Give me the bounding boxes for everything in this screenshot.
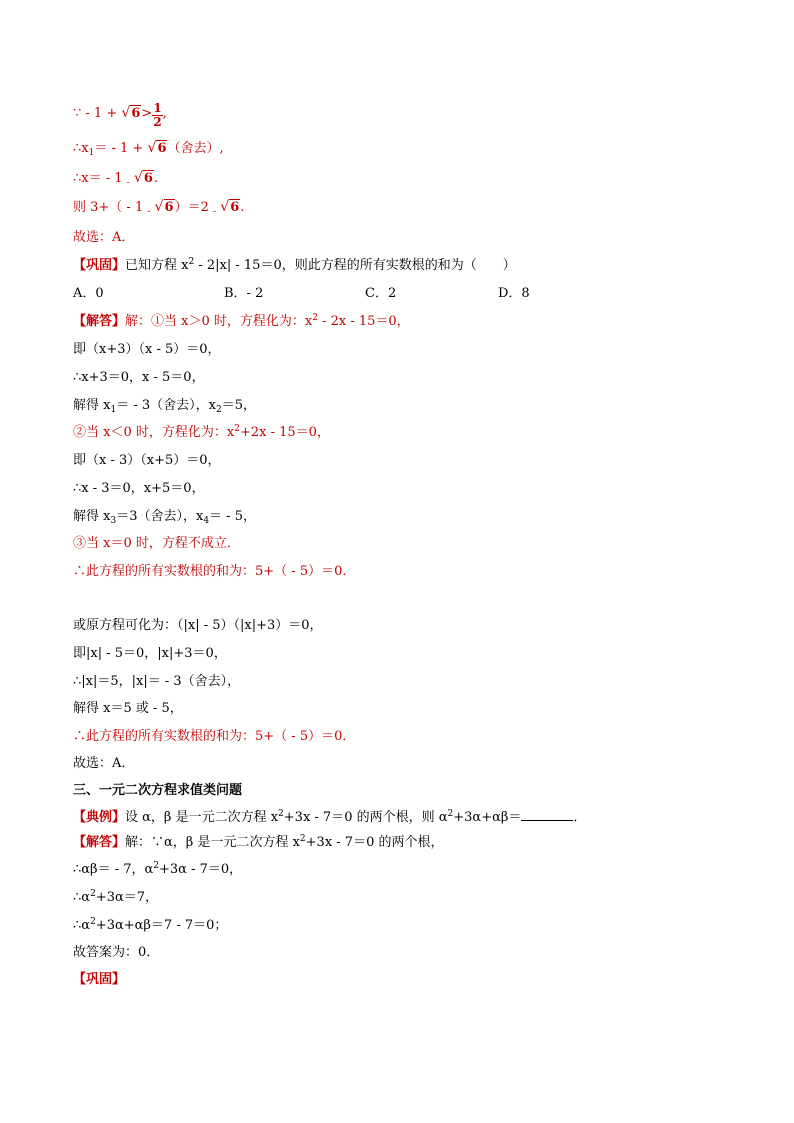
option-d: D．8 — [498, 286, 530, 301]
line-11: 解得 $x_1= - 3$（舍去），$x_2=5$， — [73, 398, 256, 415]
line-25-example: 【典例】设 α，β 是一元二次方程 $x^2+3x - 7=0$ 的两个根，则 $\alpha^2+3\alpha+\alpha\beta=$ ． — [73, 809, 587, 825]
line-31-consolidate: 【巩固】 — [73, 972, 126, 987]
line-20: ∴|x|＝5，|x|＝ - 3（舍去）， — [73, 674, 241, 689]
line-21: 解得 x＝5 或 - 5， — [73, 701, 183, 716]
line-4: 则 3+（ - 1 $_-$ √ 6）＝2 $_-$ √ 6. — [73, 199, 244, 217]
line-3: ∴x＝ - 1 $_-$ √ 6. — [73, 170, 158, 188]
line-23: 故选：A． — [73, 756, 135, 771]
answer-blank[interactable] — [521, 808, 573, 821]
line-10: ∴x+3＝0，x - 5＝0， — [73, 370, 205, 385]
option-a: A．0 — [73, 286, 104, 301]
line-28: $\therefore\alpha^2+3\alpha=7$， — [73, 889, 159, 905]
line-17: ∴此方程的所有实数根的和为：5+（ - 5）＝0． — [73, 564, 356, 579]
line-18: 或原方程可化为：（|x| - 5）（|x|+3）＝0， — [73, 618, 323, 633]
line-16: ③当 x＝0 时，方程不成立． — [73, 536, 240, 551]
option-b: B．- 2 — [224, 286, 264, 301]
line-27: ∴αβ＝ - 7，$\alpha^2+3\alpha - 7=0$， — [73, 861, 243, 877]
option-c: C．2 — [365, 286, 397, 301]
section-heading: 三、一元二次方程求值类问题 — [73, 783, 243, 798]
line-15: 解得 $x_3=3$（舍去），$x_4= - 5$， — [73, 509, 256, 526]
line-30: 故答案为：0． — [73, 945, 160, 960]
line-22: ∴此方程的所有实数根的和为：5+（ - 5）＝0． — [73, 729, 356, 744]
line-9: 即（x+3）（x - 5）＝0， — [73, 342, 221, 357]
line-2: $\therefore x_1= - 1$ + √ 6（舍去）, — [73, 140, 224, 158]
line-5: 故选：A． — [73, 230, 135, 245]
line-1: ∵ - 1 + √ 6> $\frac{1}{2}$ , — [73, 102, 167, 129]
line-14: ∴x - 3＝0，x+5＝0， — [73, 481, 205, 496]
line-6-question: 【巩固】已知方程 $x^2 - 2|x| - 15=0$，则此方程的所有实数根的和为（ ） — [73, 257, 516, 273]
line-8: 【解答】解：①当 x＞0 时，方程化为：$x^2 - 2x - 15=0$， — [73, 313, 410, 329]
line-26: 【解答】解：∵α，β 是一元二次方程 $x^2+3x - 7=0$ 的两个根， — [73, 834, 444, 850]
line-13: 即（x - 3）（x+5）＝0， — [73, 453, 221, 468]
line-29: $\therefore\alpha^2+3\alpha+\alpha\beta=7 - 7=0$； — [73, 917, 228, 933]
line-12: ②当 x＜0 时，方程化为：$x^2+2x - 15=0$， — [73, 424, 330, 440]
line-19: 即|x| - 5＝0，|x|+3＝0， — [73, 646, 227, 661]
